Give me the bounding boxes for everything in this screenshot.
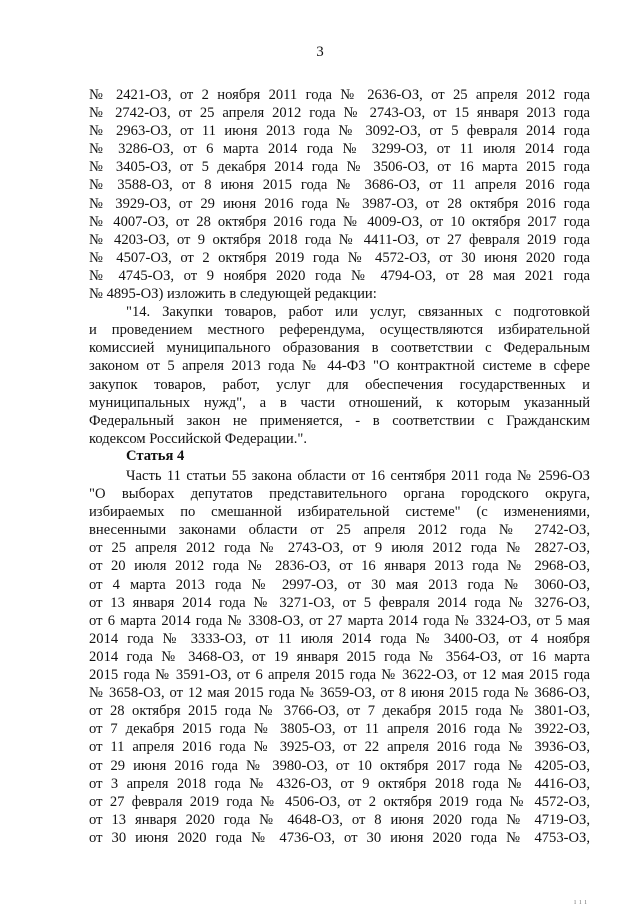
text-line: внесенными законами области от 25 апреля 2012 года № 2742-ОЗ, (89, 522, 590, 539)
text-line: 2014 года № 3333-ОЗ, от 11 июля 2014 года № 3400-ОЗ, от 4 ноября (89, 630, 590, 647)
text-line: № 4007-ОЗ, от 28 октября 2016 года № 4009-ОЗ, от 10 октября 2017 года (89, 213, 590, 230)
text-line: от 11 апреля 2016 года № 3925-ОЗ, от 22 апреля 2016 года № 3936-ОЗ, (89, 739, 590, 756)
text-line: Федеральный закон не применяется, - в соответствии с Гражданским (89, 412, 590, 429)
text-line: № 3405-ОЗ, от 5 декабря 2014 года № 3506-ОЗ, от 16 марта 2015 года (89, 159, 590, 176)
text-line: избираемых по смешанной избирательной системе" (с изменениями, (89, 504, 590, 521)
text-line: 2015 года № 3591-ОЗ, от 6 апреля 2015 года № 3622-ОЗ, от 12 мая 2015 года (89, 667, 590, 684)
text-line: № 3588-ОЗ, от 8 июня 2015 года № 3686-ОЗ, от 11 апреля 2016 года (89, 177, 590, 194)
text-line: № 3929-ОЗ, от 29 июня 2016 года № 3987-ОЗ, от 28 октября 2016 года (89, 195, 590, 212)
text-line: от 13 января 2014 года № 3271-ОЗ, от 5 февраля 2014 года № 3276-ОЗ, (89, 594, 590, 611)
text-line: муниципальных нужд", а в части отношений, к которым указанный (89, 394, 590, 411)
text-line: от 20 июля 2012 года № 2836-ОЗ, от 16 января 2013 года № 2968-ОЗ, (89, 558, 590, 575)
text-line: № 3658-ОЗ, от 12 мая 2015 года № 3659-ОЗ, от 8 июня 2015 года № 3686-ОЗ, (89, 685, 590, 702)
page-number: 3 (316, 44, 324, 60)
text-line: № 4895-ОЗ) изложить в следующей редакции: (89, 286, 377, 303)
text-line: от 7 декабря 2015 года № 3805-ОЗ, от 11 апреля 2016 года № 3922-ОЗ, (89, 721, 590, 738)
text-line: кодексом Российской Федерации.". (89, 430, 307, 447)
text-line: 2014 года № 3468-ОЗ, от 19 января 2015 года № 3564-ОЗ, от 16 марта (89, 648, 590, 665)
text-line: № 4507-ОЗ, от 2 октября 2019 года № 4572-ОЗ, от 30 июня 2020 года (89, 249, 590, 266)
text-line: комиссией муниципального образования в соответствии с Федеральным (89, 340, 590, 357)
text-line: от 13 января 2020 года № 4648-ОЗ, от 8 июня 2020 года № 4719-ОЗ, (89, 811, 590, 828)
text-block-amendment (89, 86, 590, 448)
text-line: от 3 апреля 2018 года № 4326-ОЗ, от 9 октября 2018 года № 4416-ОЗ, (89, 775, 590, 792)
text-line: закупок товаров, работ, услуг для обеспечения государственных и (89, 376, 590, 393)
text-line: и проведением местного референдума, осуществляются избирательной (89, 322, 590, 339)
text-line: от 25 апреля 2012 года № 2743-ОЗ, от 9 июля 2012 года № 2827-ОЗ, (89, 540, 590, 557)
text-block-article-4 (89, 467, 590, 847)
text-line: от 6 марта 2014 года № 3308-ОЗ, от 27 марта 2014 года № 3324-ОЗ, от 5 мая (89, 612, 590, 629)
text-line: законом от 5 апреля 2013 года № 44-ФЗ "О контрактной системе в сфере (89, 358, 590, 375)
text-line: от 29 июня 2016 года № 3980-ОЗ, от 10 октября 2017 года № 4205-ОЗ, (89, 757, 590, 774)
article-heading: Статья 4 (126, 448, 185, 464)
text-line: от 4 марта 2013 года № 2997-ОЗ, от 30 мая 2013 года № 3060-ОЗ, (89, 576, 590, 593)
text-line: от 27 февраля 2019 года № 4506-ОЗ, от 2 октября 2019 года № 4572-ОЗ, (89, 793, 590, 810)
text-line: № 2963-ОЗ, от 11 июня 2013 года № 3092-ОЗ, от 5 февраля 2014 года (89, 123, 590, 140)
text-line: № 4745-ОЗ, от 9 ноября 2020 года № 4794-ОЗ, от 28 мая 2021 года (89, 267, 590, 284)
text-line: от 30 июня 2020 года № 4736-ОЗ, от 30 июня 2020 года № 4753-ОЗ, (89, 829, 590, 846)
text-line: № 2421-ОЗ, от 2 ноября 2011 года № 2636-ОЗ, от 25 апреля 2012 года (89, 87, 590, 103)
text-line: "О выборах депутатов представительного органа городского округа, (89, 486, 590, 503)
text-line: от 28 октября 2015 года № 3766-ОЗ, от 7 декабря 2015 года № 3801-ОЗ, (89, 703, 590, 720)
text-line: № 4203-ОЗ, от 9 октября 2018 года № 4411-ОЗ, от 27 февраля 2019 года (89, 231, 590, 248)
text-line: № 3286-ОЗ, от 6 марта 2014 года № 3299-ОЗ, от 11 июля 2014 года (89, 141, 590, 158)
corner-mark: ııı (574, 897, 590, 906)
text-line: "14. Закупки товаров, работ или услуг, связанных с подготовкой (126, 304, 590, 321)
text-line: № 2742-ОЗ, от 25 апреля 2012 года № 2743-ОЗ, от 15 января 2013 года (89, 105, 590, 122)
text-line: Часть 11 статьи 55 закона области от 16 сентября 2011 года № 2596-ОЗ (126, 468, 590, 484)
